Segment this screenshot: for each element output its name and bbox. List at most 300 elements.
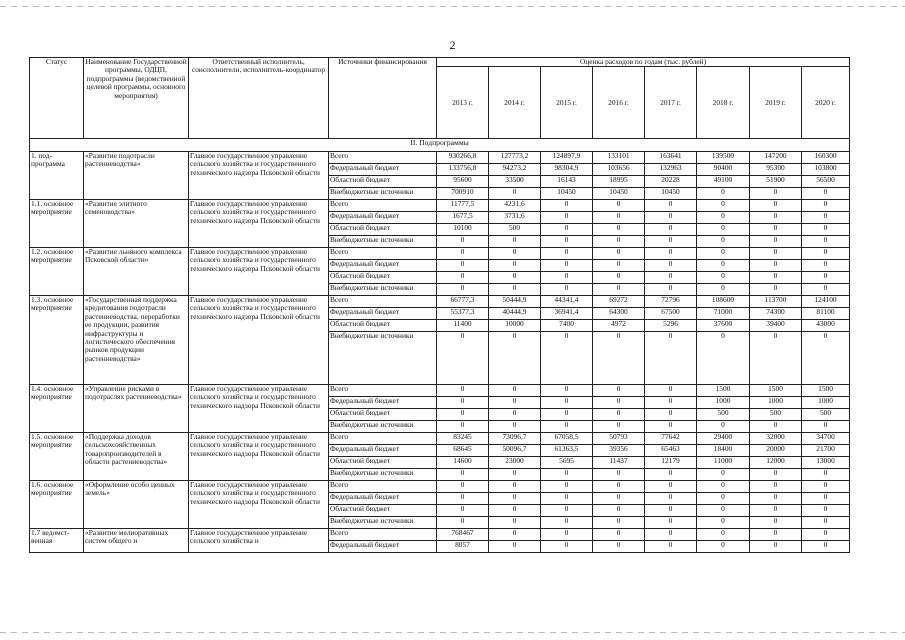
value-cell: 44341,4	[541, 296, 593, 308]
row-status: 1.2. основное мероприятие	[30, 248, 84, 296]
value-cell: 0	[802, 200, 850, 212]
row-executor: Главное государственное управление сельского хозяйства и государственного технического надзора Псковской области	[189, 296, 329, 385]
value-cell: 23000	[489, 457, 541, 469]
value-cell: 0	[489, 541, 541, 553]
row-status: 1.1. основное мероприятие	[30, 200, 84, 248]
value-cell: 10450	[645, 188, 697, 200]
value-cell: 74300	[750, 308, 802, 320]
value-cell: 0	[489, 397, 541, 409]
value-cell: 0	[802, 272, 850, 284]
value-cell: 0	[802, 517, 850, 529]
row-name: «Развитие льняного комплекса Псковской области»	[84, 248, 189, 296]
value-cell: 0	[697, 505, 750, 517]
row-executor: Главное государственное управление сельского хозяйства и государственного технического надзора Псковской области	[189, 385, 329, 433]
value-cell: 0	[437, 272, 489, 284]
value-cell: 0	[593, 200, 645, 212]
source-label: Федеральный бюджет	[329, 260, 437, 272]
value-cell: 95300	[750, 164, 802, 176]
value-cell: 18400	[697, 445, 750, 457]
value-cell: 133756,8	[437, 164, 489, 176]
value-cell: 0	[437, 236, 489, 248]
value-cell: 0	[593, 248, 645, 260]
value-cell: 0	[750, 469, 802, 481]
value-cell: 124897,9	[541, 152, 593, 164]
value-cell: 0	[541, 481, 593, 493]
value-cell: 1000	[750, 397, 802, 409]
value-cell: 0	[645, 541, 697, 553]
value-cell: 768467	[437, 529, 489, 541]
value-cell: 0	[750, 284, 802, 296]
value-cell: 0	[489, 421, 541, 433]
value-cell: 0	[750, 505, 802, 517]
source-label: Областной бюджет	[329, 457, 437, 469]
value-cell: 0	[541, 397, 593, 409]
value-cell: 0	[750, 493, 802, 505]
value-cell: 36941,4	[541, 308, 593, 320]
value-cell: 1500	[802, 385, 850, 397]
value-cell: 69272	[593, 296, 645, 308]
value-cell: 49100	[697, 176, 750, 188]
value-cell: 33500	[489, 176, 541, 188]
value-cell: 0	[541, 529, 593, 541]
value-cell: 77642	[645, 433, 697, 445]
value-cell: 10450	[541, 188, 593, 200]
value-cell: 0	[437, 248, 489, 260]
value-cell: 113700	[750, 296, 802, 308]
source-label: Всего	[329, 481, 437, 493]
value-cell: 12179	[645, 457, 697, 469]
value-cell: 1000	[802, 397, 850, 409]
value-cell: 0	[437, 481, 489, 493]
row-status: 1.6. основное мероприятие	[30, 481, 84, 529]
value-cell: 0	[697, 284, 750, 296]
value-cell: 0	[541, 409, 593, 421]
value-cell: 4972	[593, 320, 645, 332]
value-cell: 124100	[802, 296, 850, 308]
source-label: Областной бюджет	[329, 224, 437, 236]
row-executor: Главное государственное управление сельского хозяйства и государственного технического надзора Псковской области	[189, 200, 329, 248]
source-label: Федеральный бюджет	[329, 308, 437, 320]
value-cell: 0	[489, 248, 541, 260]
scan-edge-top	[0, 6, 905, 7]
table-row	[30, 529, 850, 541]
value-cell: 0	[697, 188, 750, 200]
value-cell: 0	[645, 397, 697, 409]
value-cell: 0	[593, 505, 645, 517]
value-cell: 5296	[645, 320, 697, 332]
value-cell: 0	[593, 481, 645, 493]
value-cell: 0	[489, 409, 541, 421]
source-label: Внебюджетные источники	[329, 188, 437, 200]
source-label: Внебюджетные источники	[329, 469, 437, 481]
row-status: 1.7 ведомст-венная	[30, 529, 84, 553]
value-cell: 160300	[802, 152, 850, 164]
value-cell: 20228	[645, 176, 697, 188]
source-label: Федеральный бюджет	[329, 164, 437, 176]
value-cell: 132963	[645, 164, 697, 176]
value-cell: 1000	[697, 397, 750, 409]
value-cell: 500	[750, 409, 802, 421]
value-cell: 40444,9	[489, 308, 541, 320]
value-cell: 0	[645, 212, 697, 224]
value-cell: 64300	[593, 308, 645, 320]
value-cell: 39400	[750, 320, 802, 332]
value-cell: 0	[750, 541, 802, 553]
source-label: Федеральный бюджет	[329, 493, 437, 505]
value-cell: 0	[437, 385, 489, 397]
value-cell: 43000	[802, 320, 850, 332]
value-cell: 0	[593, 541, 645, 553]
value-cell: 0	[593, 284, 645, 296]
value-cell: 0	[437, 284, 489, 296]
value-cell: 8057	[437, 541, 489, 553]
source-label: Внебюджетные источники	[329, 284, 437, 296]
value-cell: 90400	[697, 164, 750, 176]
value-cell: 0	[750, 517, 802, 529]
source-label: Областной бюджет	[329, 320, 437, 332]
value-cell: 0	[489, 272, 541, 284]
value-cell: 11777,5	[437, 200, 489, 212]
value-cell: 0	[750, 236, 802, 248]
value-cell: 71000	[697, 308, 750, 320]
value-cell: 0	[437, 517, 489, 529]
table-row	[30, 481, 850, 493]
value-cell: 0	[489, 529, 541, 541]
value-cell: 0	[593, 332, 645, 385]
value-cell: 0	[645, 332, 697, 385]
row-status: 1. под-программа	[30, 152, 84, 200]
value-cell: 0	[802, 284, 850, 296]
value-cell: 0	[489, 332, 541, 385]
value-cell: 0	[697, 248, 750, 260]
source-label: Внебюджетные источники	[329, 332, 437, 385]
value-cell: 0	[697, 224, 750, 236]
value-cell: 14600	[437, 457, 489, 469]
value-cell: 73096,7	[489, 433, 541, 445]
value-cell: 83245	[437, 433, 489, 445]
value-cell: 66777,3	[437, 296, 489, 308]
value-cell: 4231,6	[489, 200, 541, 212]
value-cell: 127773,2	[489, 152, 541, 164]
row-status: 1.3. основное мероприятие	[30, 296, 84, 385]
value-cell: 0	[645, 260, 697, 272]
value-cell: 0	[750, 224, 802, 236]
value-cell: 500	[802, 409, 850, 421]
value-cell: 0	[645, 505, 697, 517]
row-name: «Развитие подотрасли растениеводства»	[84, 152, 189, 200]
value-cell: 11400	[437, 320, 489, 332]
value-cell: 0	[541, 236, 593, 248]
value-cell: 0	[489, 260, 541, 272]
value-cell: 0	[541, 284, 593, 296]
header-year: 2017 г.	[645, 67, 697, 139]
value-cell: 0	[541, 272, 593, 284]
value-cell: 3731,6	[489, 212, 541, 224]
header-name: Наименование Государственной программы, ОДЦП, подпрограммы (ведомственной целевой программы, основного мероприятия)	[84, 58, 189, 139]
value-cell: 5695	[541, 457, 593, 469]
header-year: 2018 г.	[697, 67, 750, 139]
value-cell: 50096,7	[489, 445, 541, 457]
value-cell: 0	[697, 481, 750, 493]
value-cell: 56500	[802, 176, 850, 188]
source-label: Внебюджетные источники	[329, 517, 437, 529]
value-cell: 0	[802, 481, 850, 493]
value-cell: 0	[645, 517, 697, 529]
header-estimate: Оценка расходов по годам (тыс. рублей)	[437, 58, 850, 67]
value-cell: 0	[593, 224, 645, 236]
value-cell: 0	[697, 260, 750, 272]
value-cell: 0	[645, 409, 697, 421]
value-cell: 0	[541, 493, 593, 505]
value-cell: 0	[802, 260, 850, 272]
value-cell: 95600	[437, 176, 489, 188]
table-row	[30, 296, 850, 308]
value-cell: 0	[645, 481, 697, 493]
value-cell: 1500	[750, 385, 802, 397]
value-cell: 0	[645, 224, 697, 236]
value-cell: 0	[541, 469, 593, 481]
value-cell: 0	[489, 493, 541, 505]
header-executor: Ответственный исполнитель, соисполнители, исполнитель-координатор	[189, 58, 329, 139]
row-executor: Главное государственное управление сельского хозяйства и	[189, 529, 329, 553]
value-cell: 34700	[802, 433, 850, 445]
value-cell: 20000	[750, 445, 802, 457]
value-cell: 1500	[697, 385, 750, 397]
value-cell: 0	[802, 332, 850, 385]
value-cell: 0	[489, 469, 541, 481]
value-cell: 1677,5	[437, 212, 489, 224]
value-cell: 0	[541, 248, 593, 260]
value-cell: 139500	[697, 152, 750, 164]
value-cell: 0	[697, 212, 750, 224]
row-name: «Развитие мелиоративных систем общего и	[84, 529, 189, 553]
value-cell: 12000	[750, 457, 802, 469]
value-cell: 0	[645, 248, 697, 260]
value-cell: 0	[541, 541, 593, 553]
value-cell: 0	[593, 397, 645, 409]
header-source: Источники финансирования	[329, 58, 437, 139]
value-cell: 500	[489, 224, 541, 236]
value-cell: 13000	[802, 457, 850, 469]
source-label: Всего	[329, 385, 437, 397]
source-label: Федеральный бюджет	[329, 212, 437, 224]
row-status: 1.4. основное мероприятие	[30, 385, 84, 433]
row-name: «Развитие элитного семеноводства»	[84, 200, 189, 248]
page-number: 2	[449, 38, 456, 52]
value-cell: 0	[593, 469, 645, 481]
value-cell: 50444,9	[489, 296, 541, 308]
value-cell: 0	[697, 541, 750, 553]
value-cell: 29400	[697, 433, 750, 445]
section-title: II. Подпрограммы	[30, 139, 850, 152]
header-year: 2019 г.	[750, 67, 802, 139]
value-cell: 0	[489, 481, 541, 493]
value-cell: 0	[437, 469, 489, 481]
value-cell: 0	[489, 284, 541, 296]
value-cell: 0	[489, 517, 541, 529]
source-label: Областной бюджет	[329, 505, 437, 517]
source-label: Областной бюджет	[329, 409, 437, 421]
value-cell: 0	[541, 505, 593, 517]
value-cell: 163641	[645, 152, 697, 164]
value-cell: 0	[645, 469, 697, 481]
header-year: 2020 г.	[802, 67, 850, 139]
value-cell: 0	[750, 188, 802, 200]
value-cell: 0	[697, 421, 750, 433]
value-cell: 0	[802, 541, 850, 553]
value-cell: 10100	[437, 224, 489, 236]
row-name: «Поддержка доходов сельскохозяйственных товаропроизводителей в области растениеводства»	[84, 433, 189, 481]
value-cell: 21700	[802, 445, 850, 457]
value-cell: 0	[593, 385, 645, 397]
value-cell: 11437	[593, 457, 645, 469]
source-label: Федеральный бюджет	[329, 541, 437, 553]
value-cell: 0	[802, 224, 850, 236]
table-row	[30, 433, 850, 445]
value-cell: 0	[697, 529, 750, 541]
value-cell: 98304,9	[541, 164, 593, 176]
row-name: «Государственная поддержка кредитования подотрасли растениеводства, переработки ее продукции, развития инфраструктуры и логистического обеспечения рынков продукции растениеводства»	[84, 296, 189, 385]
value-cell: 0	[750, 421, 802, 433]
value-cell: 0	[489, 385, 541, 397]
table-row	[30, 248, 850, 260]
value-cell: 0	[802, 493, 850, 505]
value-cell: 0	[541, 200, 593, 212]
source-label: Всего	[329, 248, 437, 260]
value-cell: 55377,3	[437, 308, 489, 320]
value-cell: 0	[437, 493, 489, 505]
source-label: Всего	[329, 152, 437, 164]
header-year: 2013 г.	[437, 67, 489, 139]
value-cell: 0	[697, 493, 750, 505]
row-name: «Управление рисками в подотраслях растениеводства»	[84, 385, 189, 433]
value-cell: 0	[750, 248, 802, 260]
table-row	[30, 200, 850, 212]
row-status: 1.5. основное мероприятие	[30, 433, 84, 481]
value-cell: 0	[593, 272, 645, 284]
value-cell: 0	[541, 224, 593, 236]
value-cell: 133101	[593, 152, 645, 164]
value-cell: 0	[437, 260, 489, 272]
value-cell: 103656	[593, 164, 645, 176]
source-label: Всего	[329, 433, 437, 445]
table-row	[30, 385, 850, 397]
value-cell: 0	[750, 481, 802, 493]
value-cell: 0	[437, 397, 489, 409]
value-cell: 0	[802, 505, 850, 517]
value-cell: 0	[802, 421, 850, 433]
value-cell: 0	[645, 421, 697, 433]
value-cell: 0	[541, 212, 593, 224]
value-cell: 0	[697, 236, 750, 248]
source-label: Областной бюджет	[329, 176, 437, 188]
expenditure-table	[29, 57, 850, 553]
value-cell: 11000	[697, 457, 750, 469]
value-cell: 0	[697, 469, 750, 481]
source-label: Всего	[329, 200, 437, 212]
value-cell: 0	[593, 493, 645, 505]
value-cell: 103800	[802, 164, 850, 176]
source-label: Всего	[329, 529, 437, 541]
value-cell: 7400	[541, 320, 593, 332]
value-cell: 0	[697, 517, 750, 529]
value-cell: 0	[750, 529, 802, 541]
value-cell: 0	[697, 200, 750, 212]
header-year: 2016 г.	[593, 67, 645, 139]
value-cell: 930266,8	[437, 152, 489, 164]
source-label: Федеральный бюджет	[329, 397, 437, 409]
value-cell: 0	[697, 272, 750, 284]
value-cell: 0	[645, 385, 697, 397]
scan-edge-bottom	[0, 632, 905, 633]
value-cell: 0	[489, 505, 541, 517]
value-cell: 0	[541, 385, 593, 397]
value-cell: 147200	[750, 152, 802, 164]
value-cell: 0	[750, 332, 802, 385]
source-label: Всего	[329, 296, 437, 308]
value-cell: 0	[593, 212, 645, 224]
value-cell: 51900	[750, 176, 802, 188]
value-cell: 0	[437, 409, 489, 421]
value-cell: 0	[489, 188, 541, 200]
value-cell: 16143	[541, 176, 593, 188]
value-cell: 32000	[750, 433, 802, 445]
source-label: Областной бюджет	[329, 272, 437, 284]
value-cell: 0	[593, 236, 645, 248]
value-cell: 0	[593, 409, 645, 421]
value-cell: 0	[489, 236, 541, 248]
value-cell: 68645	[437, 445, 489, 457]
value-cell: 0	[593, 260, 645, 272]
row-executor: Главное государственное управление сельского хозяйства и государственного технического надзора Псковской области	[189, 481, 329, 529]
value-cell: 10450	[593, 188, 645, 200]
header-year: 2015 г.	[541, 67, 593, 139]
value-cell: 0	[645, 529, 697, 541]
value-cell: 0	[645, 272, 697, 284]
value-cell: 0	[750, 212, 802, 224]
value-cell: 0	[541, 332, 593, 385]
value-cell: 0	[802, 212, 850, 224]
value-cell: 0	[437, 332, 489, 385]
value-cell: 94273,2	[489, 164, 541, 176]
value-cell: 0	[593, 421, 645, 433]
value-cell: 81100	[802, 308, 850, 320]
header-year: 2014 г.	[489, 67, 541, 139]
header-status: Статус	[30, 58, 84, 139]
row-executor: Главное государственное управление сельского хозяйства и государственного технического надзора Псковской области	[189, 433, 329, 481]
value-cell: 0	[645, 284, 697, 296]
value-cell: 500	[697, 409, 750, 421]
table-row	[30, 152, 850, 164]
value-cell: 0	[645, 493, 697, 505]
value-cell: 0	[802, 236, 850, 248]
value-cell: 39356	[593, 445, 645, 457]
value-cell: 0	[802, 529, 850, 541]
source-label: Внебюджетные источники	[329, 421, 437, 433]
value-cell: 18995	[593, 176, 645, 188]
value-cell: 37600	[697, 320, 750, 332]
value-cell: 0	[541, 260, 593, 272]
value-cell: 0	[697, 332, 750, 385]
value-cell: 65463	[645, 445, 697, 457]
value-cell: 0	[437, 421, 489, 433]
value-cell: 0	[802, 248, 850, 260]
value-cell: 0	[750, 200, 802, 212]
source-label: Внебюджетные источники	[329, 236, 437, 248]
value-cell: 0	[802, 188, 850, 200]
value-cell: 0	[593, 529, 645, 541]
value-cell: 108600	[697, 296, 750, 308]
